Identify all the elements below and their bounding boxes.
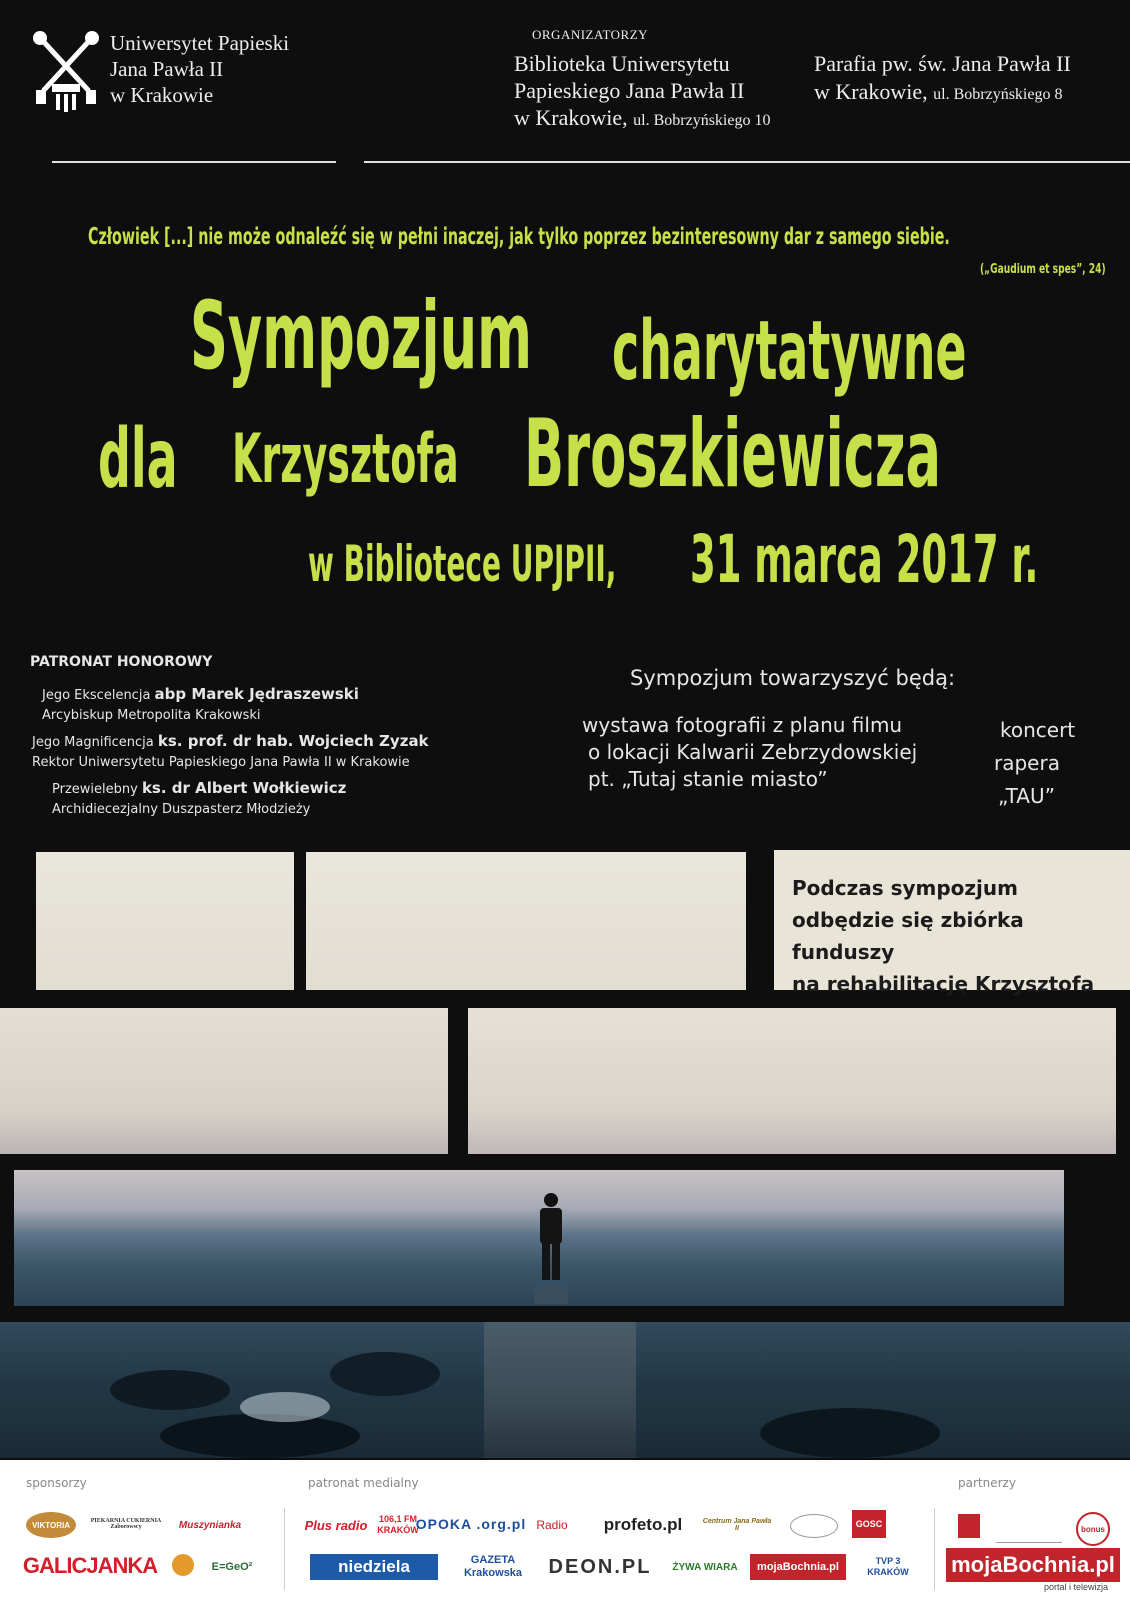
parish-line2: w Krakowie, xyxy=(814,79,928,104)
patron-3 xyxy=(52,778,346,820)
organizer-library xyxy=(514,50,770,134)
patron-2-role: Rektor Uniwersytetu Papieskiego Jana Pawła II w Krakowie xyxy=(32,755,410,770)
profeto-logo: profeto.pl xyxy=(603,1515,683,1534)
gazeta-krakowska-logo: GAZETA Krakowska xyxy=(463,1554,523,1579)
parish-line1: Parafia pw. św. Jana Pawła II xyxy=(814,51,1071,76)
concert-line3: „TAU” xyxy=(998,784,1055,808)
quote-text: Człowiek [...] nie może odnaleźć się w pełni inaczej, jak tylko poprzez bezinteresowny dar z samego siebie. xyxy=(88,224,950,250)
rock-2 xyxy=(330,1352,440,1396)
patron-1-name: abp Marek Jędraszewski xyxy=(154,685,359,703)
title-venue: w Bibliotece UPJPII, xyxy=(308,535,617,593)
university-line3: w Krakowie xyxy=(110,83,214,107)
zywa-wiara-logo: ŻYWA WIARA xyxy=(672,1561,738,1573)
sponsors-label: sponsorzy xyxy=(26,1476,87,1490)
header-divider-left xyxy=(52,161,336,163)
muszynianka-logo: Muszynianka xyxy=(178,1519,242,1531)
sea-photo-panel xyxy=(14,1170,1064,1306)
photo-panel-3 xyxy=(0,1008,448,1154)
fundraiser-text xyxy=(792,872,1130,1000)
rock-4 xyxy=(760,1408,940,1458)
library-line1: Biblioteka Uniwersytetu xyxy=(514,51,730,76)
partners-label: partnerzy xyxy=(958,1476,1016,1490)
sun-icon xyxy=(172,1554,194,1576)
patron-2-name: ks. prof. dr hab. Wojciech Zyzak xyxy=(157,732,429,750)
galicjanka-logo: GALICJANKA xyxy=(22,1553,158,1578)
oval-emblem-icon xyxy=(790,1514,838,1538)
bonus-logo: bonus xyxy=(1076,1512,1110,1546)
parish-line2-wrap xyxy=(814,78,1071,109)
photo-panel-4 xyxy=(468,1008,1116,1154)
exhibit-line1: wystawa fotografii z planu filmu xyxy=(582,713,903,737)
photo-panel-2 xyxy=(306,852,746,990)
university-line2: Jana Pawła II xyxy=(110,57,224,81)
title-sympozjum: Sympozjum xyxy=(190,282,532,391)
library-line3: w Krakowie, xyxy=(514,105,628,130)
fundraiser-panel xyxy=(774,850,1130,996)
header-divider-right xyxy=(364,161,1130,163)
exhibit-line3: pt. „Tutaj stanie miasto” xyxy=(588,767,828,791)
footer-divider-1 xyxy=(284,1508,285,1590)
concert-line1: koncert xyxy=(1000,718,1076,742)
fundraiser-line3: na rehabilitację Krzysztofa xyxy=(792,972,1095,996)
patron-3-line xyxy=(52,778,346,800)
rock-1 xyxy=(110,1370,230,1410)
fundraiser-line2: odbędzie się zbiórka funduszy xyxy=(792,908,1024,964)
egeo-logo: E=GeO² xyxy=(211,1561,253,1573)
castle-sketch-icon xyxy=(996,1508,1062,1543)
organizer-parish xyxy=(814,50,1071,109)
university-logo xyxy=(30,28,102,114)
pier xyxy=(484,1322,636,1458)
crossed-keys-icon xyxy=(30,28,102,114)
title-broszkiewicza: Broszkiewicza xyxy=(524,400,942,509)
deon-logo: DEON.PL xyxy=(548,1555,652,1578)
viktoria-logo: VIKTORIA xyxy=(26,1512,76,1538)
concert-line2: rapera xyxy=(994,751,1060,775)
person-silhouette-icon xyxy=(534,1192,568,1304)
patron-3-prefix: Przewielebny xyxy=(52,782,142,797)
library-line3-wrap xyxy=(514,104,770,134)
rock-3 xyxy=(160,1414,360,1458)
title-krzysztofa: Krzysztofa xyxy=(232,420,459,499)
patron-1-prefix: Jego Ekscelencja xyxy=(42,688,155,703)
exhibition-info xyxy=(582,712,917,793)
quote-source: („Gaudium et spes”, 24) xyxy=(980,262,1106,277)
title-date: 31 marca 2017 r. xyxy=(690,521,1039,598)
university-name xyxy=(110,30,289,108)
plus-radio-logo: Plus radio xyxy=(304,1517,368,1533)
accompany-heading: Sympozjum towarzyszyć będą: xyxy=(630,666,956,690)
patron-1 xyxy=(42,684,359,726)
patron-2-prefix: Jego Magnificencja xyxy=(32,735,158,750)
concert-info xyxy=(994,714,1075,813)
university-line1: Uniwersytet Papieski xyxy=(110,31,290,55)
patron-2 xyxy=(32,731,429,773)
library-address: ul. Bobrzyńskiego 10 xyxy=(633,112,771,129)
mojabochnia-logo: mojaBochnia.pl xyxy=(946,1548,1120,1582)
photo-panel-1 xyxy=(36,852,294,990)
patron-3-role: Archidiecezjalny Duszpasterz Młodzieży xyxy=(52,802,311,817)
patron-3-name: ks. dr Albert Wołkiewicz xyxy=(141,779,347,797)
wave-foam xyxy=(240,1392,330,1422)
zaborowscy-logo: PIEKARNIA CUKIERNIA Zaborowscy xyxy=(90,1518,162,1530)
patron-2-line xyxy=(32,731,429,753)
opoka-logo: OPOKA .org.pl xyxy=(415,1516,527,1532)
partner-emblem-icon xyxy=(958,1514,980,1538)
parish-address: ul. Bobrzyńskiego 8 xyxy=(933,86,1063,103)
niedziela-logo: niedziela xyxy=(310,1554,438,1580)
organizers-label: ORGANIZATORZY xyxy=(532,27,649,42)
media-label: patronat medialny xyxy=(308,1476,419,1490)
title-dla: dla xyxy=(98,412,178,507)
tvp3-logo: TVP 3 KRAKÓW xyxy=(867,1556,909,1577)
gosc-logo: GOSC xyxy=(852,1510,886,1538)
mojabochnia-tagline: portal i telewizja xyxy=(1044,1582,1109,1592)
patron-1-line xyxy=(42,684,359,706)
centrum-jp2-logo: Centrum Jana Pawła II xyxy=(702,1518,772,1532)
patronage-heading: PATRONAT HONOROWY xyxy=(30,654,213,670)
footer-divider-2 xyxy=(934,1508,935,1590)
radio-krakow-logo: 106,1 FM KRAKÓW xyxy=(377,1514,419,1535)
mojabochnia-small-logo: mojaBochnia.pl xyxy=(750,1554,846,1580)
radio-logo: Radio xyxy=(536,1518,568,1532)
exhibit-line2: o lokacji Kalwarii Zebrzydowskiej xyxy=(588,740,918,764)
title-charytatywne: charytatywne xyxy=(612,304,967,399)
library-line2: Papieskiego Jana Pawła II xyxy=(514,78,745,103)
rocks-photo-panel xyxy=(0,1322,1130,1458)
patron-1-role: Arcybiskup Metropolita Krakowski xyxy=(42,708,261,723)
fundraiser-line1: Podczas sympozjum xyxy=(792,876,1018,900)
